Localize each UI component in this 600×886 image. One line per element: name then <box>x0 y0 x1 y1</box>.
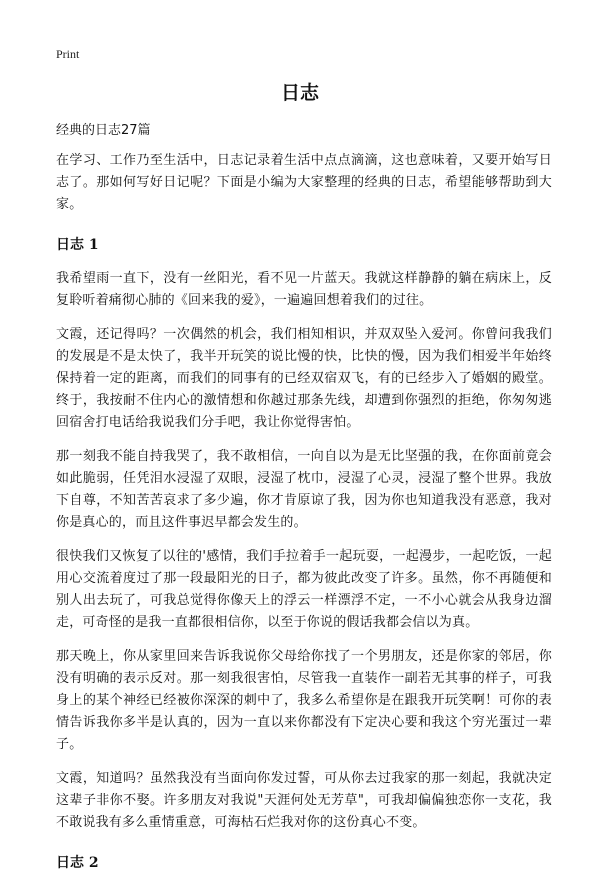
section-1-paragraph-4: 很快我们又恢复了以往的'感情，我们手拉着手一起玩耍，一起漫步，一起吃饭，一起用心交流着度过了那一段最阳光的日子，都为彼此改变了许多。虽然，你不再随便和别人出去玩了，可我总觉得你像天上的浮云一样漂浮不定，一不小心就会从我身边溜走，可奇怪的是我一直都很相信你，以至于你说的假话我都会信以为真。 <box>56 549 552 630</box>
section-heading-2: 日志 2 <box>56 855 99 871</box>
intro-paragraph: 在学习、工作乃至生活中，日志记录着生活中点点滴滴，这也意味着，又要开始写日志了。那如何写好日记呢？下面是小编为大家整理的经典的日志，希望能够帮助到大家。 <box>56 153 552 212</box>
article-subtitle: 经典的日志27篇 <box>56 123 151 138</box>
print-link[interactable]: Print <box>56 47 80 61</box>
section-1-paragraph-2: 文霞，还记得吗？一次偶然的机会，我们相知相识，并双双坠入爱河。你曾问我我们的发展是不是太快了，我半开玩笑的说比慢的快，比快的慢，因为我们相爱半年始终保持着一定的距离，而我们的同事有的已经双宿双飞，有的已经步入了婚姻的殿堂。终于，我按耐不住内心的激情想和你越过那条先线，却遭到你强烈的拒绝，你匆匆逃回宿舍打电话给我说我们分手吧，我让你觉得害怕。 <box>56 327 552 430</box>
article-body <box>56 120 552 886</box>
section-1-paragraph-5: 那天晚上，你从家里回来告诉我说你父母给你找了一个男朋友，还是你家的邻居，你没有明确的表示反对。那一刻我很害怕，尽管我一直装作一副若无其事的样子，可我身上的某个神经已经被你深深的刺中了，我多么希望你是在跟我开玩笑啊！可你的表情告诉我你多半是认真的，因为一直以来你都没有下定决心要和我这个穷光蛋过一辈子。 <box>56 649 552 752</box>
section-heading-1: 日志 1 <box>56 237 99 253</box>
section-1-paragraph-6: 文霞，知道吗？虽然我没有当面向你发过誓，可从你去过我家的那一刻起，我就决定这辈子非你不娶。许多朋友对我说"天涯何处无芳草"，可我却偏偏独恋你一支花，我不敢说我有多么重情重意，可海枯石烂我对你的这份真心不变。 <box>56 771 552 830</box>
section-1-paragraph-3: 那一刻我不能自持我哭了，我不敢相信，一向自以为是无比坚强的我，在你面前竟会如此脆弱，任凭泪水浸湿了双眼，浸湿了枕巾，浸湿了心灵，浸湿了整个世界。我放下自尊，不知苦苦哀求了多少遍，你才肯原谅了我，因为你也知道我没有恶意，我对你是真心的，而且这件事迟早都会发生的。 <box>56 449 552 530</box>
section-1-paragraph-1: 我希望雨一直下，没有一丝阳光，看不见一片蓝天。我就这样静静的躺在病床上，反复聆听着痛彻心肺的《回来我的爱》，一遍遍回想着我们的过往。 <box>56 271 552 308</box>
page-title: 日志 <box>280 82 319 104</box>
